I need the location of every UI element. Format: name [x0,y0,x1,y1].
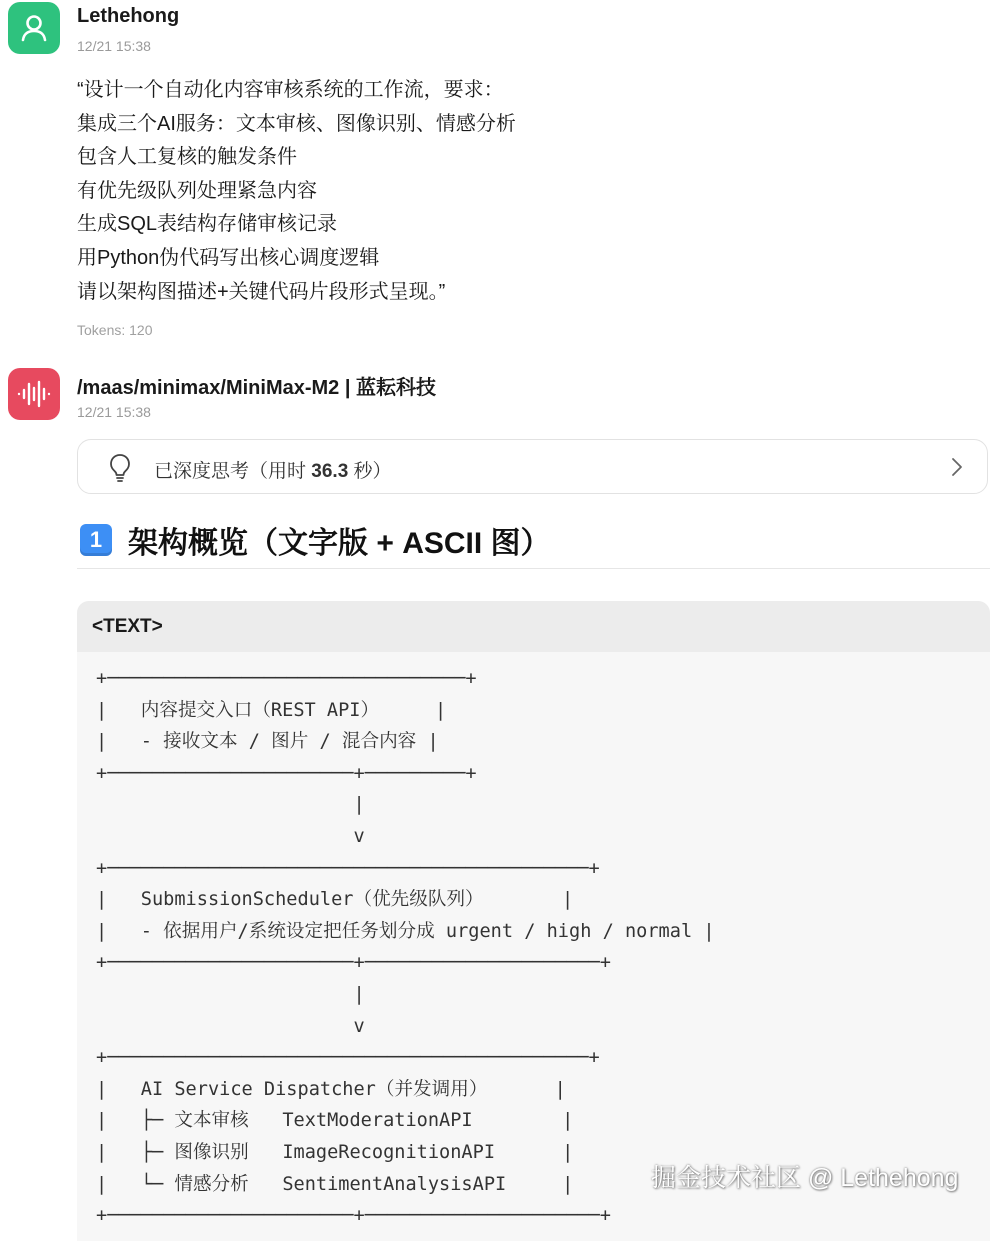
code-line: +───────────────────────────────────────────+ [96,1047,600,1069]
section-heading [80,518,551,562]
watermark: 掘金技术社区 @ Lethehong [651,1164,959,1192]
code-line: | - 接收文本 / 图片 / 混合内容 | [96,731,439,753]
prompt-line: “设计一个自动化内容审核系统的工作流，要求： [77,79,504,101]
bot-avatar [8,368,60,420]
code-line: | - 依据用户/系统设定把任务划分成 urgent / high / normal | [96,920,715,942]
code-block-header [77,601,990,652]
user-prompt [77,74,516,309]
code-line: | [96,983,365,1005]
code-line: +────────────────────────────────+ [96,668,477,689]
prompt-line: 请以架构图描述+关键代码片段形式呈现。” [77,280,446,303]
code-line: +───────────────────────────────────────────+ [96,857,600,879]
code-content [96,663,715,1232]
code-block [77,601,990,1241]
prompt-line: 有优先级队列处理紧急内容 [77,179,317,202]
prompt-line: 集成三个AI服务：文本审核、图像识别、情感分析 [77,112,516,135]
code-language-label: <TEXT> [92,615,163,637]
user-icon [19,13,49,43]
lightbulb-icon [108,453,132,483]
waveform-icon [16,379,52,409]
section-heading-text: 架构概览（文字版 + ASCII 图） [128,527,551,560]
token-count: Tokens: 120 [77,322,153,338]
code-line: | SubmissionScheduler（优先级队列） | [96,889,574,911]
user-avatar [8,2,60,54]
user-message-time: 12/21 15:38 [77,38,151,54]
bot-message-time: 12/21 15:38 [77,404,151,420]
chevron-right-icon [951,457,963,477]
user-name: Lethehong [77,5,180,27]
code-line: | ├─ 文本审核 TextModerationAPI | [96,1110,574,1132]
thinking-duration: 36.3 [311,461,349,482]
code-line: | [96,794,365,816]
code-line: +──────────────────────+─────────+ [96,762,477,784]
prompt-line: 包含人工复核的触发条件 [77,146,297,169]
code-line: | └─ 情感分析 SentimentAnalysisAPI | [96,1173,574,1195]
code-line: v [96,825,365,847]
number-badge-icon: 1 [80,524,112,556]
code-line: | 内容提交入口（REST API） | [96,699,447,721]
code-line: | AI Service Dispatcher（并发调用） | [96,1078,566,1100]
prompt-line: 生成SQL表结构存储审核记录 [77,213,338,236]
divider [77,568,990,569]
thinking-suffix: 秒） [348,461,392,482]
code-line: v [96,1015,365,1037]
code-line: +──────────────────────+─────────────────────+ [96,1205,611,1227]
prompt-line: 用Python伪代码写出核心调度逻辑 [77,246,380,269]
code-line: +──────────────────────+─────────────────────+ [96,952,611,974]
thinking-label [154,456,392,483]
bot-model-name: /maas/minimax/MiniMax-M2 | 蓝耘科技 [77,377,437,399]
thinking-toggle[interactable] [77,439,988,494]
thinking-prefix: 已深度思考（用时 [154,461,312,482]
code-line: | ├─ 图像识别 ImageRecognitionAPI | [96,1141,574,1163]
